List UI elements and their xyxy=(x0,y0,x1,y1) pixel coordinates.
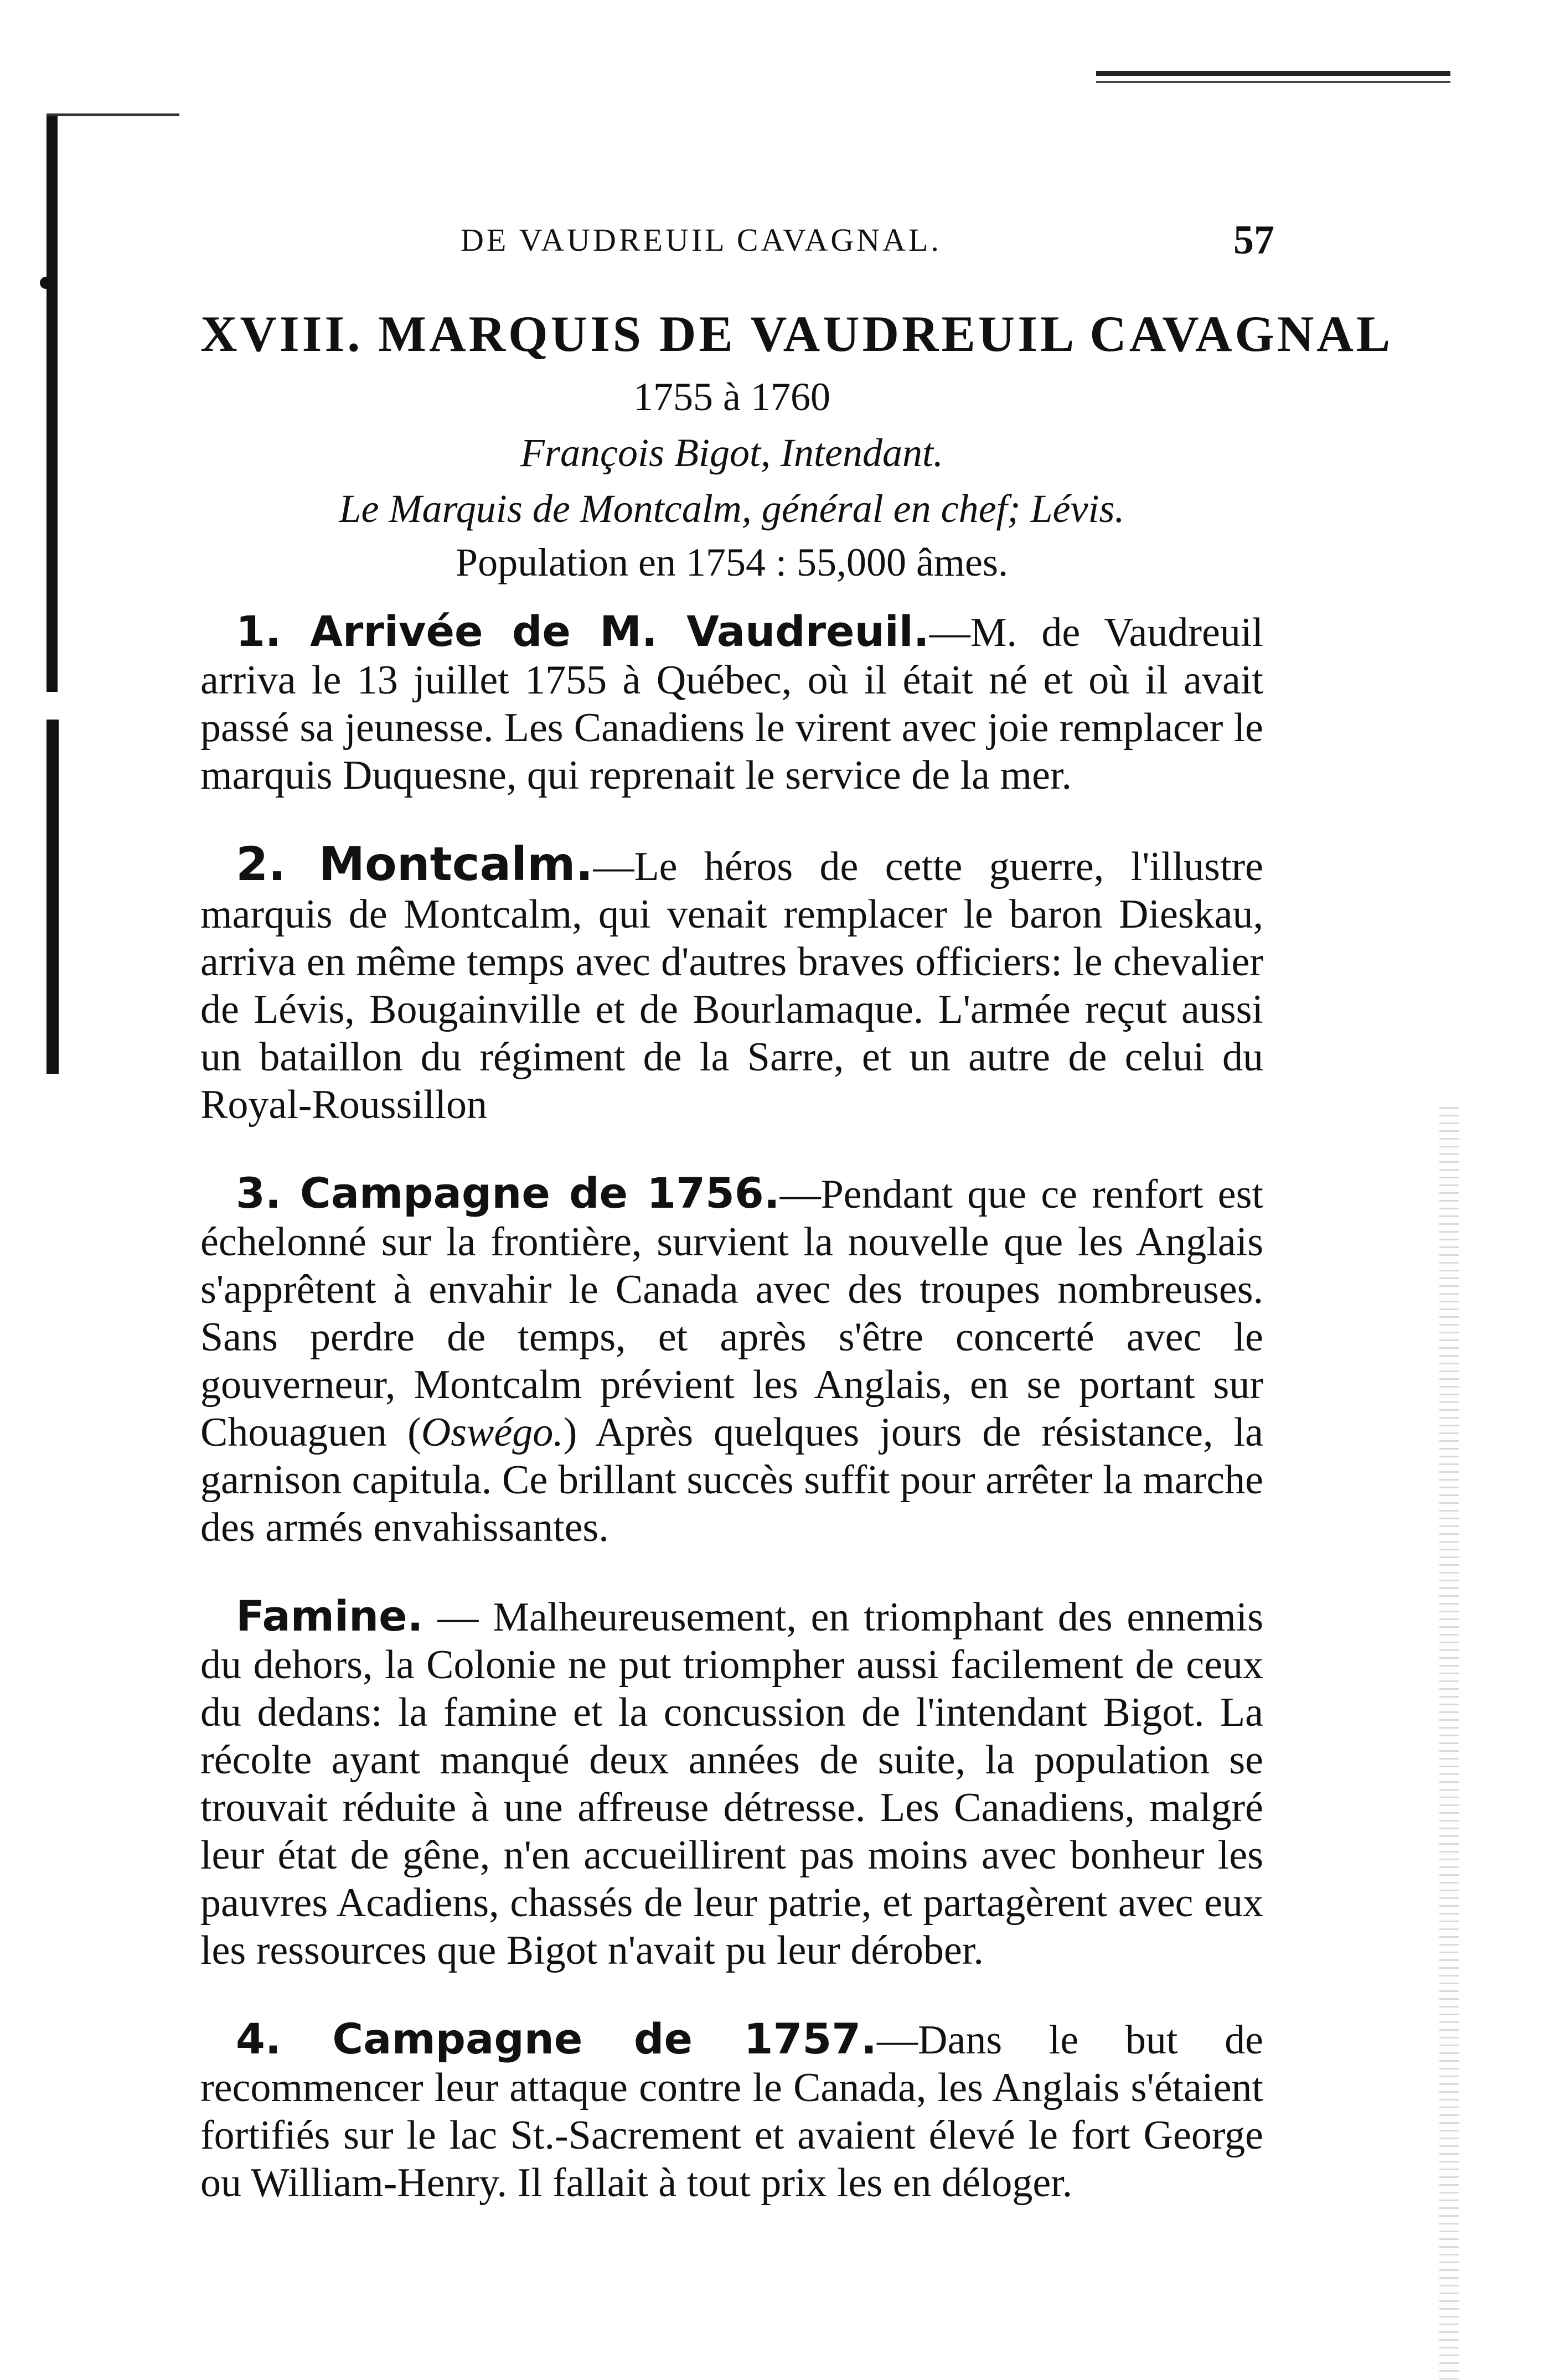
section-heading: 3. Campagne de 1756. xyxy=(236,1168,780,1218)
section-heading: 2. Montcalm. xyxy=(236,837,593,891)
section-text: —Le héros de cette guerre, l'illustre marquis de Montcalm, qui venait remplacer le baron Dieskau, arriva en même temps avec d'autres braves officiers: le chevalier de Lévis, Bougainville et de Bourlamaque. L'armée reçut aussi un bataillon du régiment de la Sarre, et un autre de celui du Royal-Roussillon xyxy=(200,844,1263,1127)
section-text: — Malheureusement, en triomphant des ennemis du dehors, la Colonie ne put triompher aussi facilement de ceux du dedans: la famine et la concussion de l'intendant Bigot. La récolte ayant manqué deux années de suite, la population se trouvait réduite à une affreuse détresse. Les Canadiens, malgré leur état de gêne, n'en accueillirent pas moins avec bonheur les pauvres Acadiens, chassés de leur patrie, et partagèrent avec eux les ressources que Bigot n'avait pu leur dérober. xyxy=(200,1595,1263,1973)
scan-rule-top-thin xyxy=(1096,81,1450,83)
section-italic-oswego: Oswégo. xyxy=(421,1410,564,1455)
scan-edge-noise xyxy=(1439,1107,1459,2380)
scan-binding-edge-lower xyxy=(47,720,59,1074)
chapter-title: XVIII. MARQUIS DE VAUDREUIL CAVAGNAL xyxy=(200,306,1393,362)
section-heading: Famine. xyxy=(236,1591,423,1641)
section-arrivee xyxy=(200,608,1263,799)
running-title: DE VAUDREUIL CAVAGNAL. xyxy=(461,222,942,258)
section-campagne-1757 xyxy=(200,2015,1263,2207)
running-head xyxy=(200,218,1274,271)
chapter-generals: Le Marquis de Montcalm, général en chef; Lévis. xyxy=(339,487,1125,531)
chapter-years: 1755 à 1760 xyxy=(633,375,830,419)
chapter-population: Population en 1754 : 55,000 âmes. xyxy=(456,540,1008,584)
section-heading: 1. Arrivée de M. Vaudreuil. xyxy=(236,607,929,656)
book-page xyxy=(200,218,1393,2248)
section-text: —Pendant que ce renfort est échelonné sur la frontière, survient la nouvelle que les Anglais s'apprêtent à envahir le Canada avec des troupes nombreuses. Sans perdre de temps, et après s'être concerté avec le gouverneur, Montcalm prévient les Anglais, en se portant sur Chouaguen ( xyxy=(200,1172,1263,1455)
section-text: —Dans le but de recommencer leur attaque contre le Canada, les Anglais s'étaient fortifiés sur le lac St.-Sacrement et avaient élevé le fort George ou William-Henry. Il fallait à tout prix les en déloger. xyxy=(200,2017,1263,2206)
section-famine xyxy=(200,1592,1263,1974)
page-number: 57 xyxy=(1233,218,1274,263)
section-campagne-1756 xyxy=(200,1170,1263,1551)
scan-corner-mark xyxy=(47,113,179,116)
section-text-after: ) Après quelques jours de résistance, la garnison capitula. Ce brillant succès suffit pour arrêter la marche des armés envahissantes. xyxy=(200,1410,1263,1550)
scan-binding-edge-upper xyxy=(47,116,58,692)
section-text: —M. de Vaudreuil arriva le 13 juillet 1755 à Québec, où il était né et où il avait passé sa jeunesse. Les Canadiens le virent avec joie remplacer le marquis Duquesne, qui reprenait le service de la mer. xyxy=(200,610,1263,798)
section-heading: 4. Campagne de 1757. xyxy=(236,2014,877,2063)
chapter-intendant: François Bigot, Intendant. xyxy=(520,431,943,475)
scan-rule-top xyxy=(1096,71,1450,76)
section-montcalm xyxy=(200,837,1263,1129)
scan-binding-notch xyxy=(40,277,52,289)
